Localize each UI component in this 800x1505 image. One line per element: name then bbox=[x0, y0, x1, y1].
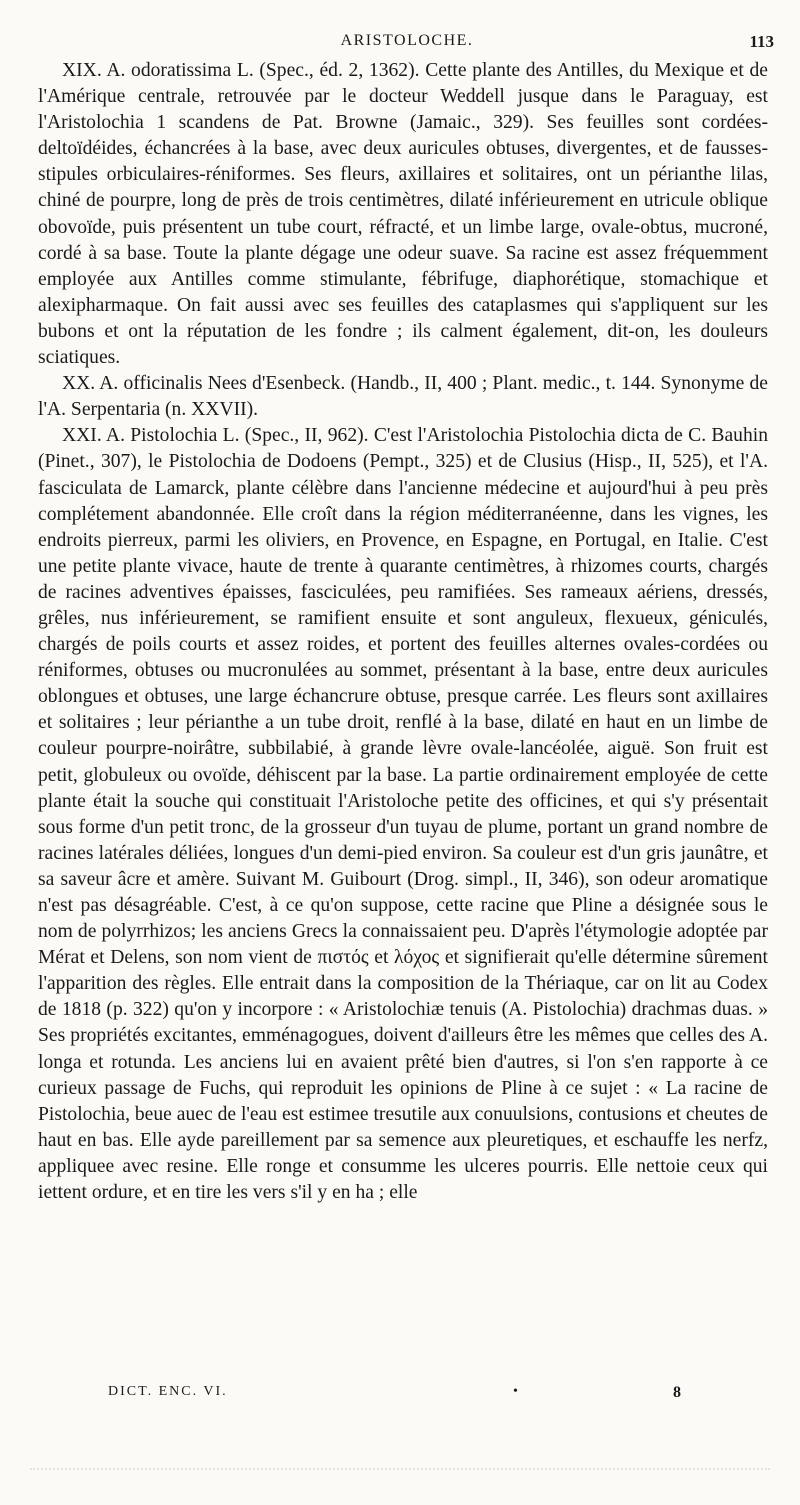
page-header bbox=[40, 32, 774, 54]
article-body bbox=[38, 58, 768, 1206]
signature-dot: • bbox=[513, 1384, 518, 1399]
signature-number: 8 bbox=[673, 1384, 681, 1401]
page-number: 113 bbox=[749, 32, 774, 51]
entry-xxi: XXI. A. Pistolochia L. (Spec., II, 962). C'est l'Aristolochia Pistolochia dicta de C. Bauhin (Pinet., 307), le Pistolochia de Dodoens (Pempt., 325) et de Clusius (Hisp., II, 525), et l'A. fasciculata de Lamarck, plante célèbre dans l'ancienne médecine et aujourd'hui à peu près complétement abandonnée. Elle croît dans la région méditerranéenne, dans les vignes, les endroits pierreux, parmi les oliviers, en Provence, en Espagne, en Portugal, en Italie. C'est une petite plante vivace, haute de trente à quarante centimètres, à rhizomes courts, chargés de racines adventives épaisses, fasciculées, peu ramifiées. Ses rameaux aériens, dressés, grêles, nus inférieurement, se ramifient ensuite et sont anguleux, flexueux, géniculés, chargés de poils courts et assez roides, et portent des feuilles alternes ovales-cordées ou réniformes, obtuses ou mucronulées au sommet, présentant à la base, entre deux auricules oblongues et obtuses, une large échancrure obtuse, presque carrée. Les fleurs sont axillaires et solitaires ; leur périanthe a un tube droit, renflé à la base, dilaté en haut en un limbe de couleur pourpre-noirâtre, subbilabié, à grande lèvre ovale-lancéolée, aiguë. Son fruit est petit, globuleux ou ovoïde, déhiscent par la base. La partie ordinairement employée de cette plante était la souche qui constituait l'Aristoloche petite des officines, et qui s'y présentait sous forme d'un petit tronc, de la grosseur d'un tuyau de plume, portant un grand nombre de racines latérales déliées, longues d'un demi-pied environ. Sa couleur est d'un gris jaunâtre, et sa saveur âcre et amère. Suivant M. Guibourt (Drog. simpl., II, 346), son odeur aromatique n'est pas désagréable. C'est, à ce qu'on suppose, cette racine que Pline a désignée sous le nom de polyrrhizos; les anciens Grecs la connaissaient peu. D'après l'étymologie adoptée par Mérat et Delens, son nom vient de πιστός et λόχος et signifierait qu'elle détermine sûrement l'apparition des règles. Elle entrait dans la composition de la Thériaque, car on lit au Codex de 1818 (p. 322) qu'on y incorpore : « Aristolochiæ tenuis (A. Pistolochia) drachmas duas. » Ses propriétés excitantes, emménagogues, doivent d'ailleurs être les mêmes que celles des A. longa et rotunda. Les anciens lui en avaient prêté bien d'autres, si l'on s'en rapporte à ce curieux passage de Fuchs, qui reproduit les opinions de Pline à ce sujet : « La racine de Pistolochia, beue auec de l'eau est estimee tresutile aux conuulsions, contusions et cheutes de haut en bas. Elle ayde pareillement par sa semence aux pleuretiques, et eschauffe les nerfz, appliquee avec resine. Elle ronge et consumme les ulceres pourris. Elle nettoie ceux qui iettent ordure, et en tire les vers s'il y en ha ; elle bbox=[38, 425, 768, 1204]
entry-xx: XX. A. officinalis Nees d'Esenbeck. (Handb., II, 400 ; Plant. medic., t. 144. Synonyme de l'A. Serpentaria (n. XXVII). bbox=[38, 373, 768, 421]
running-title: ARISTOLOCHE. bbox=[340, 32, 474, 49]
bottom-edge-specks bbox=[30, 1462, 770, 1470]
entry-xix: XIX. A. odoratissima L. (Spec., éd. 2, 1362). Cette plante des Antilles, du Mexique et de l'Amérique centrale, retrouvée par le docteur Weddell jusque dans le Paraguay, est l'Aristolochia 1 scandens de Pat. Browne (Jamaic., 329). Ses feuilles sont cordées-deltoïdéides, échancrées à la base, avec deux auricules obtuses, divergentes, et de fausses-stipules orbiculaires-réniformes. Ses fleurs, axillaires et solitaires, ont un périanthe lilas, chiné de pourpre, long de près de trois centimètres, dilaté inférieurement en utricule oblique obovoïde, puis présentent un tube court, réfracté, et un limbe large, ovale-obtus, mucroné, cordé à sa base. Toute la plante dégage une odeur suave. Sa racine est assez fréquemment employée aux Antilles comme stimulante, fébrifuge, diaphorétique, stomachique et alexipharmaque. On fait aussi avec ses feuilles des cataplasmes qui s'appliquent sur les bubons et ont la réputation de les fondre ; ils calment également, dit-on, les douleurs sciatiques. bbox=[38, 60, 768, 369]
signature-mark: DICT. ENC. VI. bbox=[108, 1384, 228, 1399]
page-footer bbox=[38, 1384, 774, 1406]
